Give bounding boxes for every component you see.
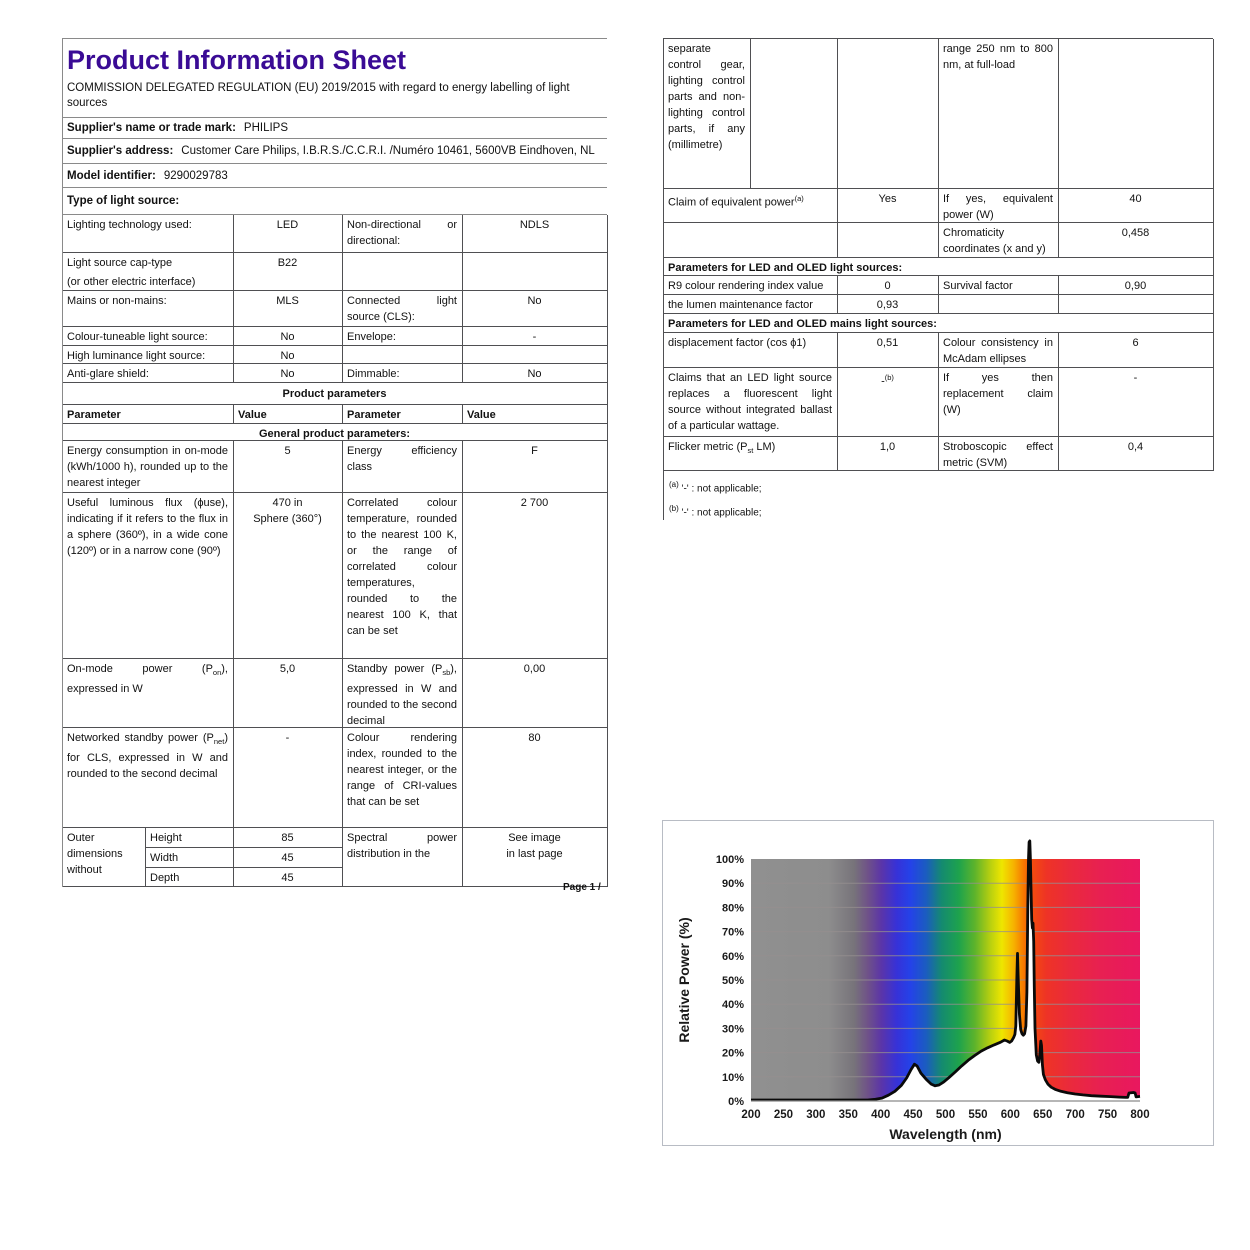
- spectral-power-distribution-chart: [662, 820, 1214, 1146]
- model-identifier-value: 9290029783: [163, 169, 228, 182]
- value-cell: No: [463, 291, 608, 327]
- param-cell: Chromaticity coordinates (x and y): [939, 223, 1059, 258]
- param-cell: Anti-glare shield:: [63, 364, 234, 383]
- dimension-label: Width: [146, 848, 234, 868]
- value-cell: 0: [838, 276, 939, 295]
- x-axis-title: Wavelength (nm): [889, 1126, 1002, 1142]
- outer-dimensions-continuation-row: [664, 39, 1213, 189]
- value-cell: 470 in Sphere (360°): [234, 493, 343, 659]
- led-parameters-table: [664, 189, 1213, 471]
- param-cell: Useful luminous flux (ϕuse), indicating if it refers to the flux in a sphere (360º), in a wide cone (120º) or in a narrow cone (90º): [63, 493, 234, 659]
- supplier-name-value: PHILIPS: [243, 122, 289, 134]
- svg-text:700: 700: [1065, 1109, 1085, 1121]
- svg-text:10%: 10%: [721, 1071, 744, 1084]
- svg-text:60%: 60%: [721, 950, 744, 963]
- regulation-subtitle: COMMISSION DELEGATED REGULATION (EU) 2019/2015 with regard to energy labelling of light sources: [67, 82, 570, 109]
- param-cell: Non-directional or directional:: [343, 215, 463, 253]
- param-cell: On-mode power $(P_{on})$, expressed in W: [63, 659, 234, 728]
- column-header: Value: [234, 405, 343, 424]
- value-cell: 80: [463, 728, 608, 828]
- param-cell: [343, 253, 463, 291]
- param-cell: Dimmable:: [343, 364, 463, 383]
- value-cell: [463, 253, 608, 291]
- supplier-name-row: [63, 118, 607, 139]
- footnote-b: $^{(b)}$ '-' : not applicable;: [669, 504, 762, 519]
- param-cell: Mains or non-mains:: [63, 291, 234, 327]
- param-cell: displacement factor (cos ϕ1): [664, 333, 838, 368]
- param-cell: Standby power $(P_{sb})$, expressed in W and rounded to the second decimal: [343, 659, 463, 728]
- svg-text:300: 300: [806, 1109, 826, 1121]
- svg-text:400: 400: [871, 1109, 891, 1121]
- value-cell: 0,00: [463, 659, 608, 728]
- param-cell: If yes then replacement claim (W): [939, 368, 1059, 437]
- dimension-value: 45: [234, 848, 343, 868]
- svg-text:750: 750: [1097, 1109, 1118, 1121]
- value-cell: 5: [234, 441, 343, 493]
- column-header: Parameter: [63, 405, 234, 424]
- led-oled-section-header: Parameters for LED and OLED light sources:: [664, 258, 1214, 276]
- param-cell: Colour-tuneable light source:: [63, 327, 234, 346]
- param-cell: Claim of equivalent power$^{(a)}$: [664, 189, 838, 223]
- empty-cell: [1059, 39, 1214, 189]
- param-cell: If yes, equivalent power (W): [939, 189, 1059, 223]
- svg-text:80%: 80%: [721, 902, 744, 915]
- empty-cell: [838, 223, 939, 258]
- value-cell: No: [234, 327, 343, 346]
- value-cell: 1,0: [838, 437, 939, 471]
- value-cell: F: [463, 441, 608, 493]
- empty-cell: [1059, 295, 1214, 314]
- value-cell: See image in last page: [463, 828, 608, 887]
- value-cell: No: [234, 346, 343, 364]
- column-header: Value: [463, 405, 608, 424]
- title-block: [63, 39, 607, 118]
- param-cell: Light source cap-type (or other electric interface): [63, 253, 234, 291]
- svg-text:0%: 0%: [728, 1096, 744, 1108]
- supplier-address-label: Supplier's address:: [67, 145, 174, 157]
- value-cell: 0,4: [1059, 437, 1214, 471]
- column-header: Parameter: [343, 405, 463, 424]
- value-cell: 2 700: [463, 493, 608, 659]
- x-tick-labels: [741, 1109, 1149, 1121]
- spectral-power-chart-svg: [663, 821, 1215, 1147]
- param-cell: Survival factor: [939, 276, 1059, 295]
- svg-text:550: 550: [968, 1109, 988, 1121]
- value-cell: 6: [1059, 333, 1214, 368]
- value-cell: B22: [234, 253, 343, 291]
- param-cell: the lumen maintenance factor: [664, 295, 838, 314]
- svg-text:800: 800: [1130, 1109, 1150, 1121]
- supplier-name-label: Supplier's name or trade mark:: [67, 122, 236, 134]
- param-cell: range 250 nm to 800 nm, at full-load: [939, 39, 1059, 189]
- param-cell: Correlated colour temperature, rounded to the nearest 100 K, or the range of correlated colour temperatures, rounded to the nearest 100 K, that can be set: [343, 493, 463, 659]
- value-cell: 0,90: [1059, 276, 1214, 295]
- value-cell: 5,0: [234, 659, 343, 728]
- param-cell: Energy efficiency class: [343, 441, 463, 493]
- supplier-address-value: Customer Care Philips, I.B.R.S./C.C.R.I. /Numéro 10461, 5600VB Eindhoven, NL: [181, 145, 595, 157]
- svg-text:30%: 30%: [721, 1023, 744, 1036]
- led-oled-mains-section-header: Parameters for LED and OLED mains light sources:: [664, 314, 1214, 333]
- empty-cell: [664, 223, 838, 258]
- value-cell: 40: [1059, 189, 1214, 223]
- svg-text:40%: 40%: [721, 999, 744, 1012]
- svg-text:500: 500: [935, 1109, 956, 1121]
- param-cell: Lighting technology used:: [63, 215, 234, 253]
- svg-text:650: 650: [1033, 1109, 1053, 1121]
- param-cell: Claims that an LED light source replaces a fluorescent light source without integrated ballast of a particular wattage.: [664, 368, 838, 437]
- svg-text:70%: 70%: [721, 926, 744, 939]
- value-cell: -: [234, 728, 343, 828]
- param-cell: High luminance light source:: [63, 346, 234, 364]
- empty-cell: [939, 295, 1059, 314]
- value-cell: NDLS: [463, 215, 608, 253]
- value-cell: 0,51: [838, 333, 939, 368]
- param-cell: Colour consistency in McAdam ellipses: [939, 333, 1059, 368]
- type-of-light-source-label: Type of light source:: [67, 195, 180, 207]
- svg-text:90%: 90%: [721, 878, 744, 891]
- param-cell: Outer dimensions without: [63, 828, 146, 887]
- empty-cell: [838, 39, 939, 189]
- type-of-light-source-table: [63, 215, 607, 828]
- param-cell: Spectral power distribution in the: [343, 828, 463, 887]
- footnote-a: $^{(a)}$ '-' : not applicable;: [669, 480, 762, 495]
- param-cell: separate control gear, lighting control parts and non-lighting control parts, if any (millimetre): [664, 39, 751, 189]
- value-cell: [463, 346, 608, 364]
- dimension-label: Depth: [146, 868, 234, 887]
- svg-text:600: 600: [1000, 1109, 1020, 1121]
- value-cell: MLS: [234, 291, 343, 327]
- param-cell: Energy consumption in on-mode (kWh/1000 h), rounded up to the nearest integer: [63, 441, 234, 493]
- empty-cell: [751, 39, 838, 189]
- product-parameters-header: Product parameters: [63, 383, 608, 405]
- svg-text:100%: 100%: [715, 854, 744, 866]
- param-cell: [343, 346, 463, 364]
- svg-text:250: 250: [773, 1109, 794, 1121]
- param-cell: Colour rendering index, rounded to the nearest integer, or the range of CRI-values that can be set: [343, 728, 463, 828]
- value-cell: Yes: [838, 189, 939, 223]
- dimension-value: 85: [234, 828, 343, 848]
- param-cell: Networked standby power $(P_{net})$ for CLS, expressed in W and rounded to the second decimal: [63, 728, 234, 828]
- svg-text:200: 200: [741, 1109, 761, 1121]
- model-identifier-label: Model identifier:: [67, 169, 156, 182]
- value-cell: No: [463, 364, 608, 383]
- model-identifier-row: [63, 164, 607, 188]
- y-tick-labels: [716, 854, 744, 1108]
- value-cell: No: [234, 364, 343, 383]
- value-cell: -: [463, 327, 608, 346]
- product-info-sheet-page-2: [663, 38, 1213, 520]
- svg-text:20%: 20%: [721, 1047, 744, 1060]
- param-cell: Envelope:: [343, 327, 463, 346]
- param-cell: Stroboscopic effect metric (SVM): [939, 437, 1059, 471]
- param-cell: Flicker metric ($P_{st}$ LM): [664, 437, 838, 471]
- value-cell: 0,93: [838, 295, 939, 314]
- svg-text:50%: 50%: [721, 975, 744, 987]
- general-product-parameters-header: General product parameters:: [63, 424, 608, 441]
- param-cell: Connected light source (CLS):: [343, 291, 463, 327]
- value-cell: 0,458: [1059, 223, 1214, 258]
- svg-text:450: 450: [903, 1109, 923, 1121]
- type-of-light-source-row: [63, 188, 607, 215]
- value-cell: LED: [234, 215, 343, 253]
- svg-text:350: 350: [838, 1109, 858, 1121]
- page-number: Page 1 /: [563, 882, 601, 893]
- product-info-sheet-page-1: [62, 38, 607, 887]
- dimension-label: Height: [146, 828, 234, 848]
- outer-dimensions-row: [63, 828, 607, 887]
- param-cell: R9 colour rendering index value: [664, 276, 838, 295]
- dimension-value: 45: [234, 868, 343, 887]
- value-cell: -$^{(b)}$: [838, 368, 939, 437]
- supplier-address-row: [63, 139, 607, 164]
- page-title: Product Information Sheet: [67, 45, 407, 75]
- y-axis-title: Relative Power (%): [676, 917, 692, 1043]
- value-cell: -: [1059, 368, 1214, 437]
